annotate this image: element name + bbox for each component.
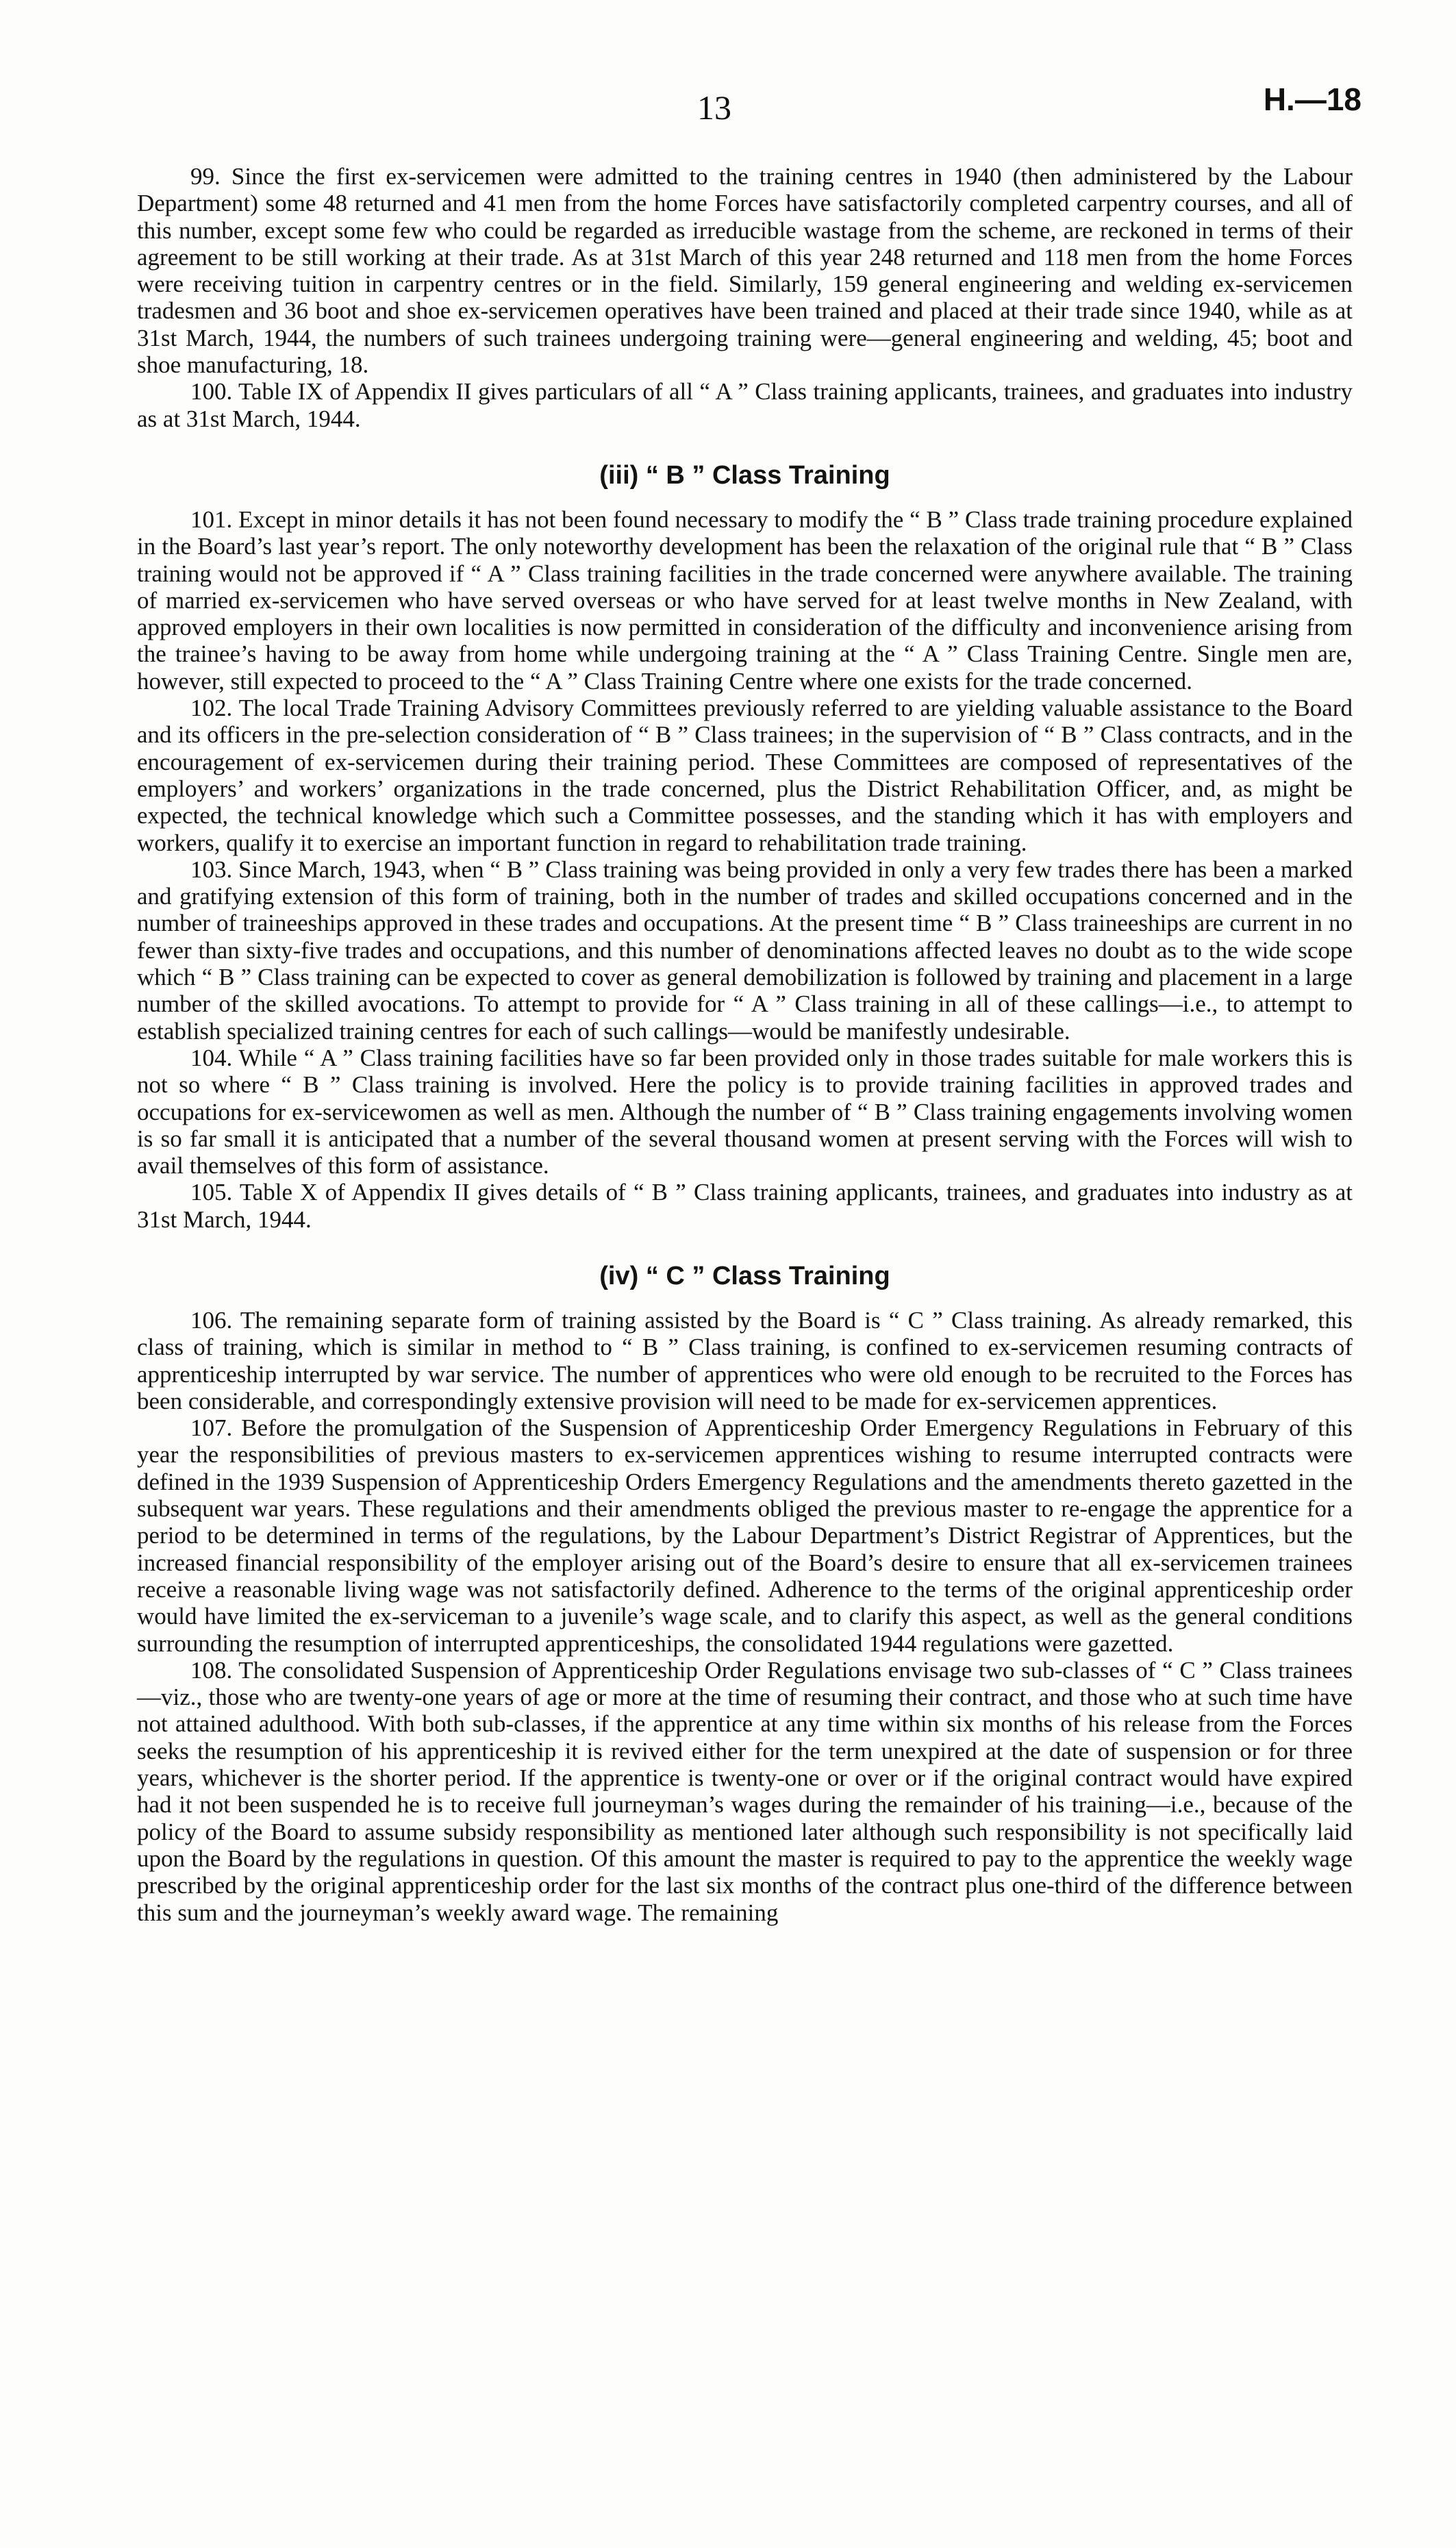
page-header <box>0 74 1456 129</box>
paragraph-108: 108. The consolidated Suspension of Apprenticeship Order Regulations envisage two sub-classes of “ C ” Class trainees—viz., those who are twenty-one years of age or more at the time of resuming their contract, and those who at such time have not attained adulthood. With both sub-classes, if the apprentice at any time within six months of his release from the Forces seeks the resumption of his apprenticeship it is revived either for the term unexpired at the date of suspension or for three years, whichever is the shorter period. If the apprentice is twenty-one or over or if the original contract would have expired had it not been suspended he is to receive full journeyman’s wages during the remainder of his training—i.e., because of the policy of the Board to assume subsidy responsibility as mentioned later although such responsibility is not specifically laid upon the Board by the regulations in question. Of this amount the master is required to pay to the apprentice the weekly wage prescribed by the original apprenticeship order for the last six months of the contract plus one-third of the difference between this sum and the journeyman’s weekly award wage. The remaining <box>137 1656 1353 1926</box>
paragraph-103: 103. Since March, 1943, when “ B ” Class training was being provided in only a very few trades there has been a marked and gratifying extension of this form of training, both in the number of trades and skilled occupations concerned and in the number of traineeships approved in these trades and occupations. At the present time “ B ” Class traineeships are current in no fewer than sixty-five trades and occupations, and this number of denominations affected leaves no doubt as to the wide scope which “ B ” Class training can be expected to cover as general demobilization is followed by training and placement in a large number of the skilled avocations. To attempt to provide for “ A ” Class training in all of these callings—i.e., to attempt to establish specialized training centres for each of such callings—would be manifestly undesirable. <box>137 855 1353 1045</box>
section-heading-b-class-training: (iii) “ B ” Class Training <box>599 460 890 490</box>
paragraph-100: 100. Table IX of Appendix II gives particulars of all “ A ” Class training applicants, trainees, and graduates into industry as at 31st March, 1944. <box>137 378 1353 432</box>
paragraph-105: 105. Table X of Appendix II gives details of “ B ” Class training applicants, trainees, and graduates into industry as at 31st March, 1944. <box>137 1179 1353 1233</box>
page-number: 13 <box>697 88 731 127</box>
section-heading-c-class-training: (iv) “ C ” Class Training <box>599 1261 890 1290</box>
paragraph-104: 104. While “ A ” Class training facilities have so far been provided only in those trades suitable for male workers this is not so where “ B ” Class training is involved. Here the policy is to provide training facilities in approved trades and occupations for ex-servicewomen as well as men. Although the number of “ B ” Class training engagements involving women is so far small it is anticipated that a number of the several thousand women at present serving with the Forces will wish to avail themselves of this form of assistance. <box>137 1044 1353 1179</box>
paragraph-99: 99. Since the first ex-servicemen were admitted to the training centres in 1940 (then administered by the Labour Department) some 48 returned and 41 men from the home Forces have satisfactorily completed carpentry courses, and all of this number, except some few who could be regarded as irreducible wastage from the scheme, are reckoned in terms of their agreement to be still working at their trade. As at 31st March of this year 248 returned and 118 men from the home Forces were receiving tuition in carpentry centres or in the field. Similarly, 159 general engineering and welding ex-servicemen tradesmen and 36 boot and shoe ex-servicemen operatives have been trained and placed at their trade since 1940, while as at 31st March, 1944, the numbers of such trainees undergoing training were—general engineering and welding, 45; boot and shoe manufacturing, 18. <box>137 163 1353 379</box>
paragraph-107: 107. Before the promulgation of the Suspension of Apprenticeship Order Emergency Regulations in February of this year the responsibilities of previous masters to ex-servicemen apprentices wishing to resume interrupted contracts were defined in the 1939 Suspension of Apprenticeship Orders Emergency Regulations and the amendments thereto gazetted in the subsequent war years. These regulations and their amendments obliged the previous master to re-engage the apprentice for a period to be determined in terms of the regulations, by the Labour Department’s District Registrar of Apprentices, but the increased financial responsibility of the employer arising out of the Board’s desire to ensure that all ex-servicemen trainees receive a reasonable living wage was not satisfactorily defined. Adherence to the terms of the original apprenticeship order would have limited the ex-serviceman to a juvenile’s wage scale, and to clarify this aspect, as well as the general conditions surrounding the resumption of interrupted apprenticeships, the consolidated 1944 regulations were gazetted. <box>137 1414 1353 1657</box>
paragraph-102: 102. The local Trade Training Advisory Committees previously referred to are yielding valuable assistance to the Board and its officers in the pre-selection consideration of “ B ” Class trainees; in the supervision of “ B ” Class contracts, and in the encouragement of ex-servicemen during their training period. These Committees are composed of representatives of the employers’ and workers’ organizations in the trade concerned, plus the District Rehabilitation Officer, and, as might be expected, the technical knowledge which such a Committee possesses, and the standing which it has with employers and workers, qualify it to exercise an important function in regard to rehabilitation trade training. <box>137 695 1353 856</box>
body-text <box>137 163 1353 1926</box>
paragraph-106: 106. The remaining separate form of training assisted by the Board is “ C ” Class training. As already remarked, this class of training, which is similar in method to “ B ” Class training, is confined to ex-servicemen resuming contracts of apprenticeship interrupted by war service. The number of apprentices who were old enough to be recruited to the Forces has been considerable, and correspondingly extensive provision will need to be made for ex-servicemen apprentices. <box>137 1306 1353 1414</box>
document-code: H.—18 <box>1263 82 1361 117</box>
paragraph-101: 101. Except in minor details it has not been found necessary to modify the “ B ” Class trade training procedure explained in the Board’s last year’s report. The only noteworthy development has been the relaxation of the original rule that “ B ” Class training would not be approved if “ A ” Class training facilities in the trade concerned were anywhere available. The training of married ex-servicemen who have served overseas or who have served for at least twelve months in New Zealand, with approved employers in their own localities is now permitted in consideration of the difficulty and inconvenience arising from the trainee’s having to be away from home while undergoing training at the “ A ” Class Training Centre. Single men are, however, still expected to proceed to the “ A ” Class Training Centre where one exists for the trade concerned. <box>137 505 1353 695</box>
